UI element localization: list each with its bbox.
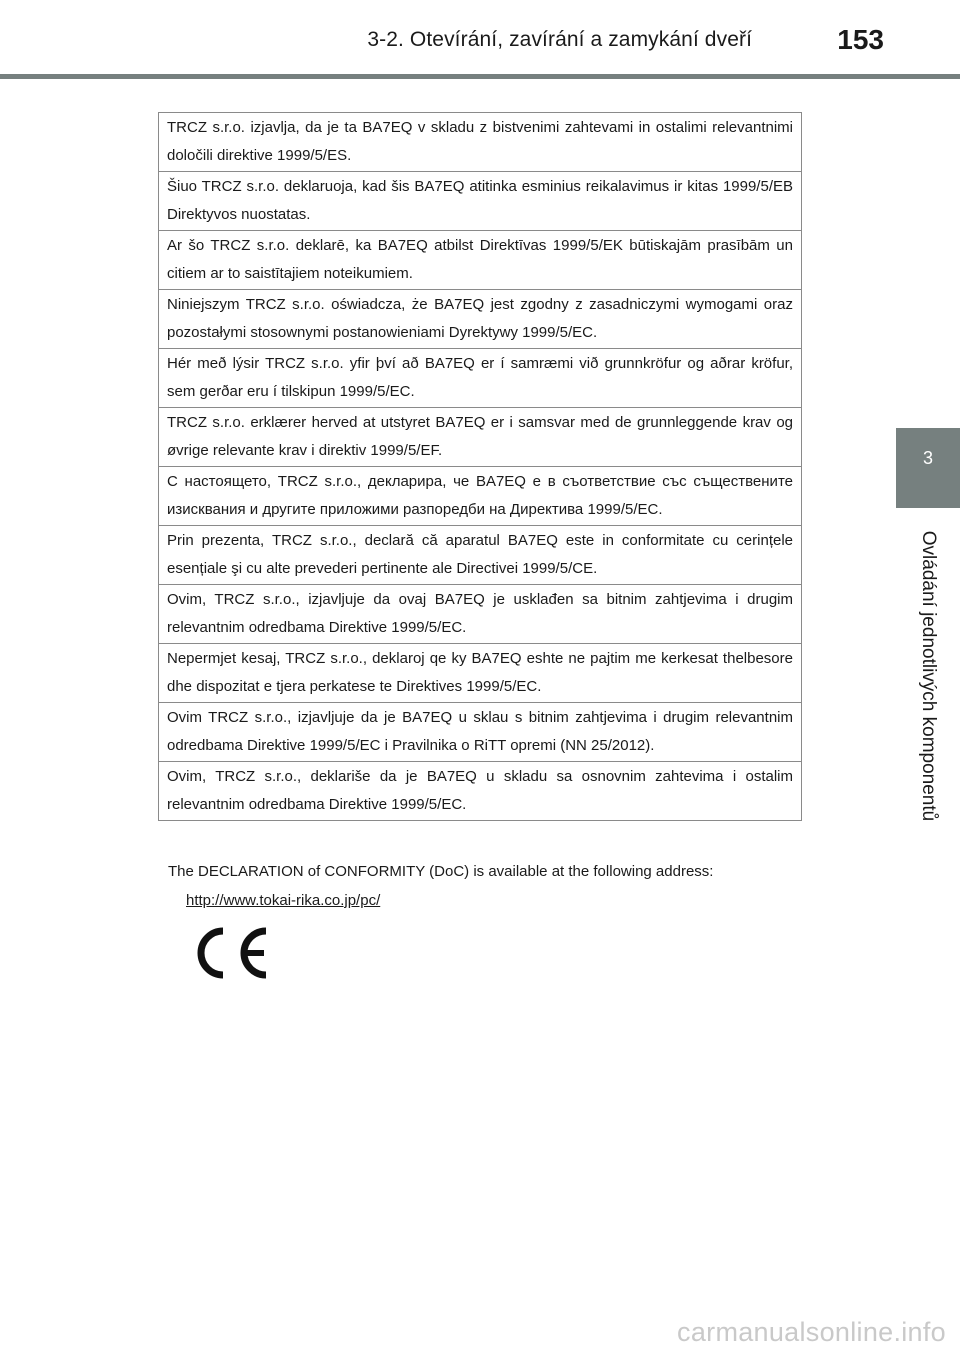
declarations-table — [158, 112, 802, 821]
table-row — [159, 703, 802, 762]
declaration-albanian: Nepermjet kesaj, TRCZ s.r.o., deklaroj qe ky BA7EQ eshte ne pajtim me kerkesat thelbesore dhe dispozitat e tjera perkatese te Direktives 1999/5/EC. — [159, 644, 802, 703]
doc-link[interactable]: http://www.tokai-rika.co.jp/pc/ — [186, 892, 381, 909]
table-row — [159, 349, 802, 408]
watermark: carmanualsonline.info — [677, 1317, 946, 1347]
table-row — [159, 231, 802, 290]
chapter-label: Ovládání jednotlivých komponentů — [918, 530, 939, 822]
header-rule — [0, 74, 960, 79]
declaration-bosnian: Ovim, TRCZ s.r.o., izjavljuje da ovaj BA7EQ je usklađen sa bitnim zahtjevima i drugim relevantnim odredbama Direktive 1999/5/EC. — [159, 585, 802, 644]
chapter-number: 3 — [922, 448, 933, 468]
chapter-tab — [896, 428, 960, 508]
doc-availability-note: The DECLARATION of CONFORMITY (DoC) is available at the following address: — [168, 863, 714, 880]
declaration-croatian: Ovim TRCZ s.r.o., izjavljuje da je BA7EQ u sklau s bitnim zahtjevima i drugim relevantnim odredbama Direktive 1999/5/EC i Pravilnika o RiTT opremi (NN 25/2012). — [159, 703, 802, 762]
table-row — [159, 408, 802, 467]
declaration-bulgarian: С настоящето, TRCZ s.r.o., декларира, че BA7EQ е в съответствие със съществените изисквания и другите приложими разпоредби на Директива 1999/5/EC. — [159, 467, 802, 526]
table-row — [159, 762, 802, 821]
table-row — [159, 526, 802, 585]
table-row — [159, 644, 802, 703]
table-row — [159, 290, 802, 349]
declaration-polish: Niniejszym TRCZ s.r.o. oświadcza, że BA7EQ jest zgodny z zasadniczymi wymogami oraz pozostałymi stosownymi postanowieniami Dyrektywy 1999/5/EC. — [159, 290, 802, 349]
declaration-romanian: Prin prezenta, TRCZ s.r.o., declară că aparatul BA7EQ este in conformitate cu cerințele esențiale şi cu alte prevederi pertinente ale Directivei 1999/5/CE. — [159, 526, 802, 585]
table-row — [159, 113, 802, 172]
declaration-latvian: Ar šo TRCZ s.r.o. deklarē, ka BA7EQ atbilst Direktīvas 1999/5/EK būtiskajām prasībām un citiem ar to saistītajiem noteikumiem. — [159, 231, 802, 290]
chapter-label-strip — [896, 508, 960, 844]
table-row — [159, 172, 802, 231]
table-row — [159, 585, 802, 644]
page-header — [0, 0, 960, 80]
page-number: 153 — [837, 24, 884, 55]
declaration-slovenian: TRCZ s.r.o. izjavlja, da je ta BA7EQ v skladu z bistvenimi zahtevami in ostalimi relevantnimi določili direktive 1999/5/ES. — [159, 113, 802, 172]
declaration-serbian: Ovim, TRCZ s.r.o., deklariše da je BA7EQ u skladu sa osnovnim zahtevima i ostalim relevantnim odredbama Direktive 1999/5/EC. — [159, 762, 802, 821]
declaration-lithuanian: Šiuo TRCZ s.r.o. deklaruoja, kad šis BA7EQ atitinka esminius reikalavimus ir kitas 1999/5/EB Direktyvos nuostatas. — [159, 172, 802, 231]
declaration-norwegian: TRCZ s.r.o. erklærer herved at utstyret BA7EQ er i samsvar med de grunnleggende krav og øvrige relevante krav i direktiv 1999/5/EF. — [159, 408, 802, 467]
table-row — [159, 467, 802, 526]
declaration-icelandic: Hér með lýsir TRCZ s.r.o. yfir því að BA7EQ er í samræmi við grunnkröfur og aðrar kröfur, sem gerðar eru í tilskipun 1999/5/EC. — [159, 349, 802, 408]
ce-mark-icon — [192, 922, 272, 984]
section-title: 3-2. Otevírání, zavírání a zamykání dveří — [367, 28, 752, 51]
